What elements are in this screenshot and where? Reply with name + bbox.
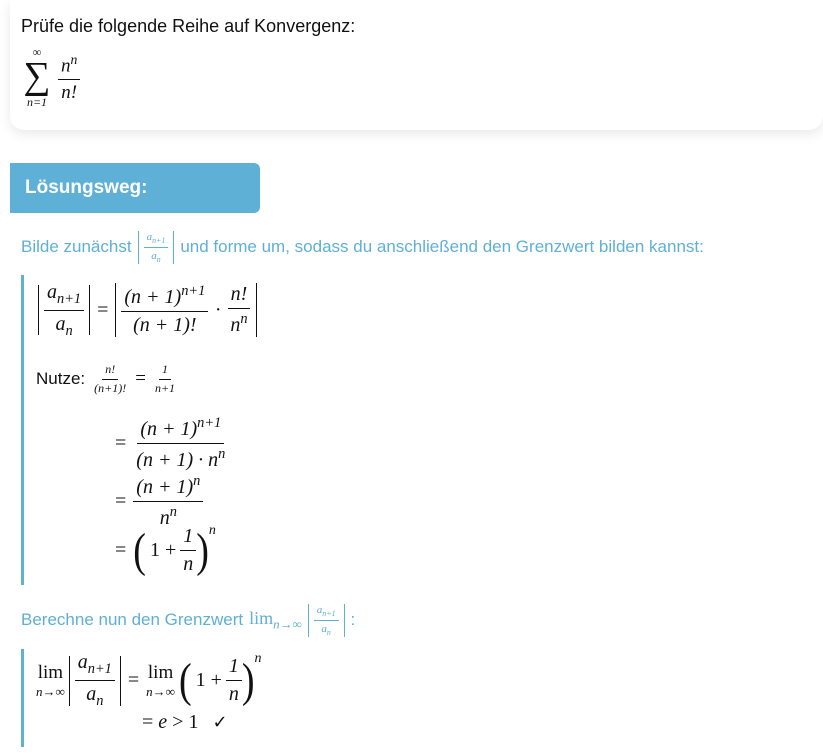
equation-2: = $\frac{(n + 1)^{n+1}}{(n + 1) \cdot n^n}$: [115, 415, 226, 471]
step1-text: Bilde zunächst $\frac{a_{n+1}}{a_n}$ und forme um, sodass du anschließend den Grenzwert bilden kannst:: [21, 231, 704, 264]
check-icon: ✓: [212, 712, 228, 733]
limit-equation: lim n→∞ $\frac{a_{n+1}}{a_n}$ = lim n→∞ ( 1 + $\frac{1}{n}$ ) n: [36, 651, 262, 710]
series-term: $\frac{n^n}{n!}$: [58, 52, 80, 104]
equation-1: $\frac{a_{n+1}}{a_n}$ = $\frac{(n + 1)^{n+1}}{(n + 1)!}$ · $\frac{n!}{n^n}$: [38, 283, 257, 337]
problem-prompt: Prüfe die folgende Reihe auf Konvergenz:: [21, 16, 356, 36]
hint-line: Nutze: $\frac{n!}{(n+1)!}$ = $\frac{1}{n+1}$: [36, 362, 176, 395]
equation-3: = $\frac{(n + 1)^n}{n^n}$: [108, 473, 203, 530]
sum-symbol: ∞ ∑ n=1: [20, 46, 54, 108]
limit-block: [21, 649, 424, 747]
derivation-block: [21, 275, 804, 585]
step2-text: Berechne nun den Grenzwert $\lim_{n\to\infty}$ $\frac{a_{n+1}}{a_n}$ :: [21, 604, 356, 637]
solution-heading: Lösungsweg:: [10, 163, 260, 213]
equation-4: = ( 1 + $\frac{1}{n}$ ) n: [115, 523, 216, 577]
sum-lower: n=1: [26, 95, 48, 109]
limit-result: = e > 1 ✓: [142, 711, 228, 733]
sum-upper: ∞: [32, 45, 42, 59]
